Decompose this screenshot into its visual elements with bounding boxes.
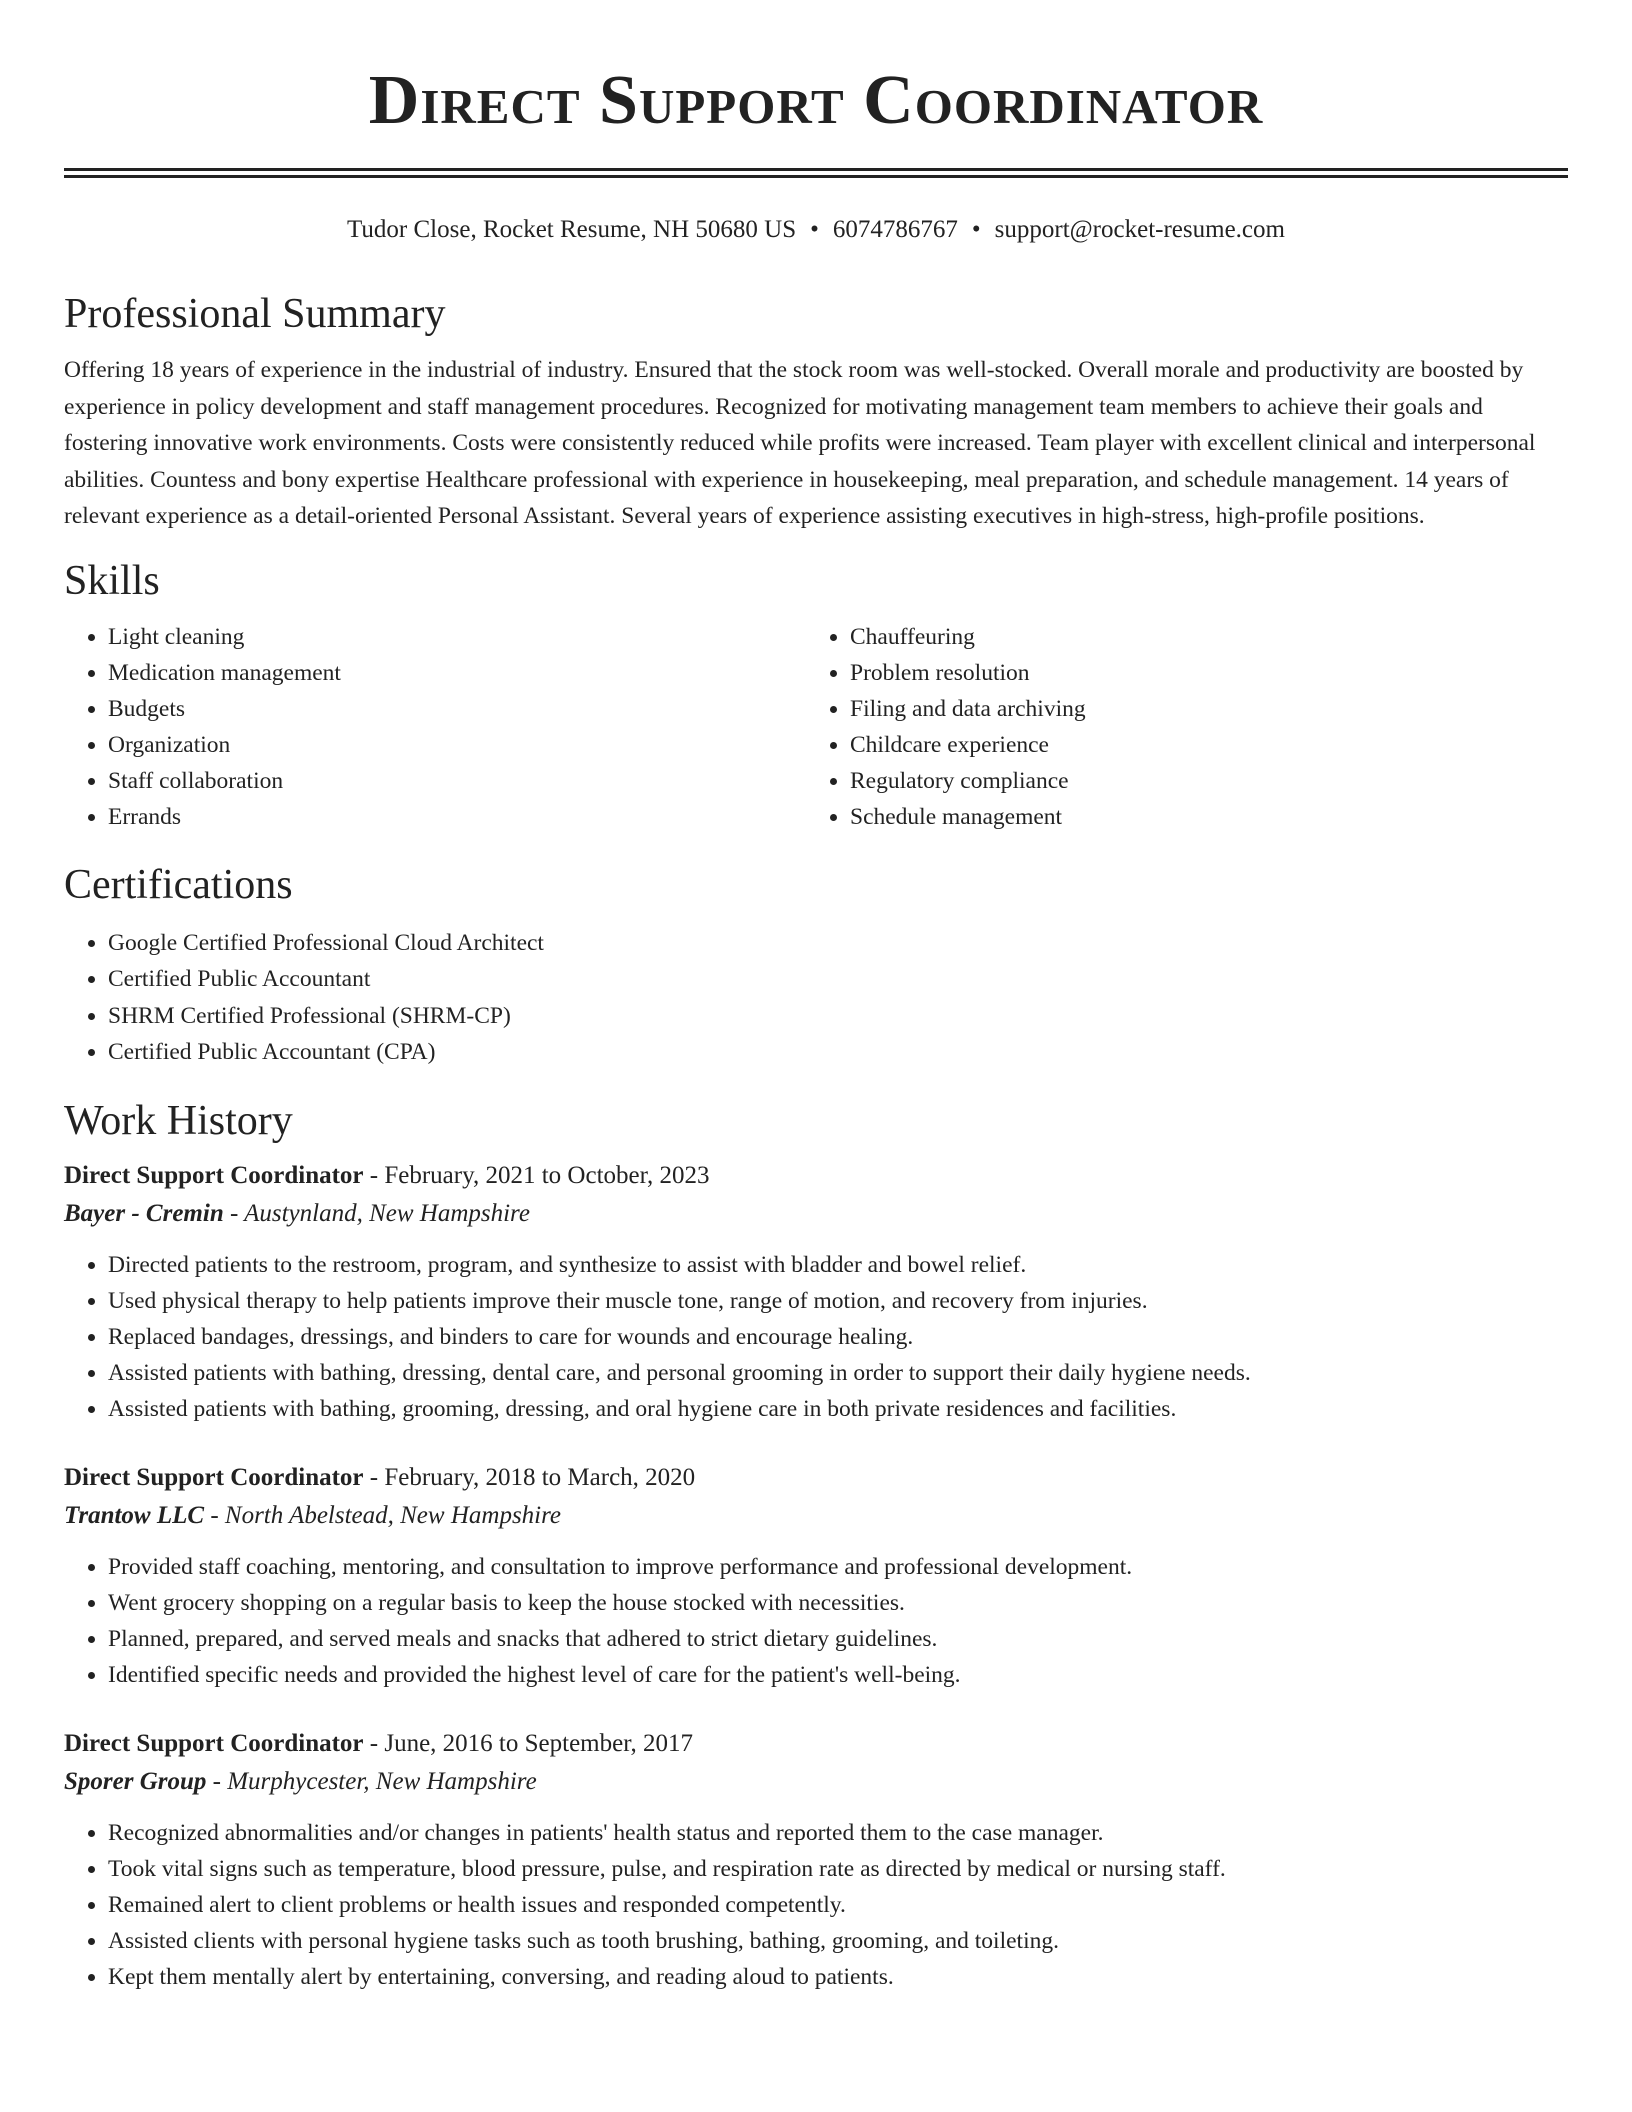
job-bullet: • Replaced bandages, dressings, and binders to care for wounds and encourage healing. [108, 1319, 1568, 1355]
job-entry [64, 1157, 1568, 1427]
skills-heading: Skills [64, 557, 160, 604]
skills-columns [64, 619, 1568, 835]
job-employer [64, 1195, 1568, 1233]
skill-item: • Filing and data archiving [850, 691, 1548, 727]
job-header [64, 1157, 1568, 1195]
skill-item: • Problem resolution [850, 655, 1548, 691]
job-employer [64, 1497, 1568, 1535]
job-bullet: • Planned, prepared, and served meals and snacks that adhered to strict dietary guidelines. [108, 1621, 1568, 1657]
candidate-name: Direct Support Coordinator [368, 62, 1264, 139]
job-dates: - February, 2021 to October, 2023 [363, 1161, 710, 1189]
job-company: Bayer - Cremin [64, 1199, 224, 1227]
skill-item: • Medication management [108, 655, 806, 691]
resume-page [64, 0, 1568, 1995]
skill-item: • Regulatory compliance [850, 763, 1548, 799]
job-header [64, 1725, 1568, 1763]
job-bullet: • Provided staff coaching, mentoring, and consultation to improve performance and professional development. [108, 1549, 1568, 1585]
job-bullet: • Identified specific needs and provided the highest level of care for the patient's well-being. [108, 1657, 1568, 1693]
job-bullets [64, 1815, 1568, 1995]
job-bullet: • Remained alert to client problems or health issues and responded competently. [108, 1887, 1568, 1923]
contact-email: support@rocket-resume.com [994, 216, 1285, 243]
certification-item: • Certified Public Accountant [108, 961, 1568, 998]
skill-item: • Schedule management [850, 799, 1548, 835]
job-bullet: • Kept them mentally alert by entertaining, conversing, and reading aloud to patients. [108, 1959, 1568, 1995]
job-bullet: • Went grocery shopping on a regular basis to keep the house stocked with necessities. [108, 1585, 1568, 1621]
skill-item: • Childcare experience [850, 727, 1548, 763]
contact-line [64, 214, 1568, 246]
job-dates: - June, 2016 to September, 2017 [363, 1729, 694, 1757]
contact-separator: • [971, 216, 981, 243]
job-employer [64, 1763, 1568, 1801]
skills-right-list [806, 619, 1548, 835]
job-title: Direct Support Coordinator [64, 1161, 364, 1189]
skill-item: • Errands [108, 799, 806, 835]
job-company: Trantow LLC [64, 1501, 205, 1529]
job-bullet: • Assisted clients with personal hygiene tasks such as tooth brushing, bathing, grooming, and toileting. [108, 1923, 1568, 1959]
certifications-list [64, 925, 1568, 1071]
job-bullet: • Assisted patients with bathing, grooming, dressing, and oral hygiene care in both private residences and facilities. [108, 1391, 1568, 1427]
job-location: - North Abelstead, New Hampshire [204, 1501, 562, 1529]
job-entry [64, 1725, 1568, 1995]
certification-item: • Google Certified Professional Cloud Architect [108, 925, 1568, 962]
job-title: Direct Support Coordinator [64, 1463, 364, 1491]
contact-address: Tudor Close, Rocket Resume, NH 50680 US [347, 216, 797, 243]
work-history-heading: Work History [64, 1097, 293, 1144]
skill-item: • Budgets [108, 691, 806, 727]
summary-text: Offering 18 years of experience in the industrial of industry. Ensured that the stock room was well-stocked. Overall morale and productivity are boosted by experience in policy development and staff management procedures. Recognized for motivating management team members to achieve their goals and fostering innovative work environments. Costs were consistently reduced while profits were increased. Team player with excellent clinical and interpersonal abilities. Countess and bony expertise Healthcare professional with experience in housekeeping, meal preparation, and schedule management. 14 years of relevant experience as a detail-oriented Personal Assistant. Several years of experience assisting executives in high-stress, high-profile positions. [64, 357, 1536, 529]
job-title: Direct Support Coordinator [64, 1729, 364, 1757]
job-bullets [64, 1247, 1568, 1427]
job-location: - Austynland, New Hampshire [223, 1199, 530, 1227]
skill-item: • Organization [108, 727, 806, 763]
job-bullet: • Used physical therapy to help patients improve their muscle tone, range of motion, and recovery from injuries. [108, 1283, 1568, 1319]
job-company: Sporer Group [64, 1767, 207, 1795]
skill-item: • Chauffeuring [850, 619, 1548, 655]
job-bullet: • Recognized abnormalities and/or changes in patients' health status and reported them to the case manager. [108, 1815, 1568, 1851]
job-dates: - February, 2018 to March, 2020 [363, 1463, 696, 1491]
certifications-heading: Certifications [64, 861, 293, 908]
job-bullet: • Assisted patients with bathing, dressing, dental care, and personal grooming in order to support their daily hygiene needs. [108, 1355, 1568, 1391]
skill-item: • Staff collaboration [108, 763, 806, 799]
skill-item: • Light cleaning [108, 619, 806, 655]
job-bullets [64, 1549, 1568, 1693]
contact-separator: • [810, 216, 819, 243]
skills-left-list [64, 619, 806, 835]
job-location: - Murphycester, New Hampshire [206, 1767, 537, 1795]
summary-heading: Professional Summary [64, 291, 446, 337]
certification-item: • Certified Public Accountant (CPA) [108, 1034, 1568, 1071]
certification-item: • SHRM Certified Professional (SHRM-CP) [108, 998, 1568, 1035]
job-bullet: • Took vital signs such as temperature, blood pressure, pulse, and respiration rate as directed by medical or nursing staff. [108, 1851, 1568, 1887]
header-divider [64, 168, 1568, 178]
job-entry [64, 1459, 1568, 1693]
job-header [64, 1459, 1568, 1497]
contact-phone: 6074786767 [832, 216, 958, 243]
job-bullet: • Directed patients to the restroom, program, and synthesize to assist with bladder and bowel relief. [108, 1247, 1568, 1283]
